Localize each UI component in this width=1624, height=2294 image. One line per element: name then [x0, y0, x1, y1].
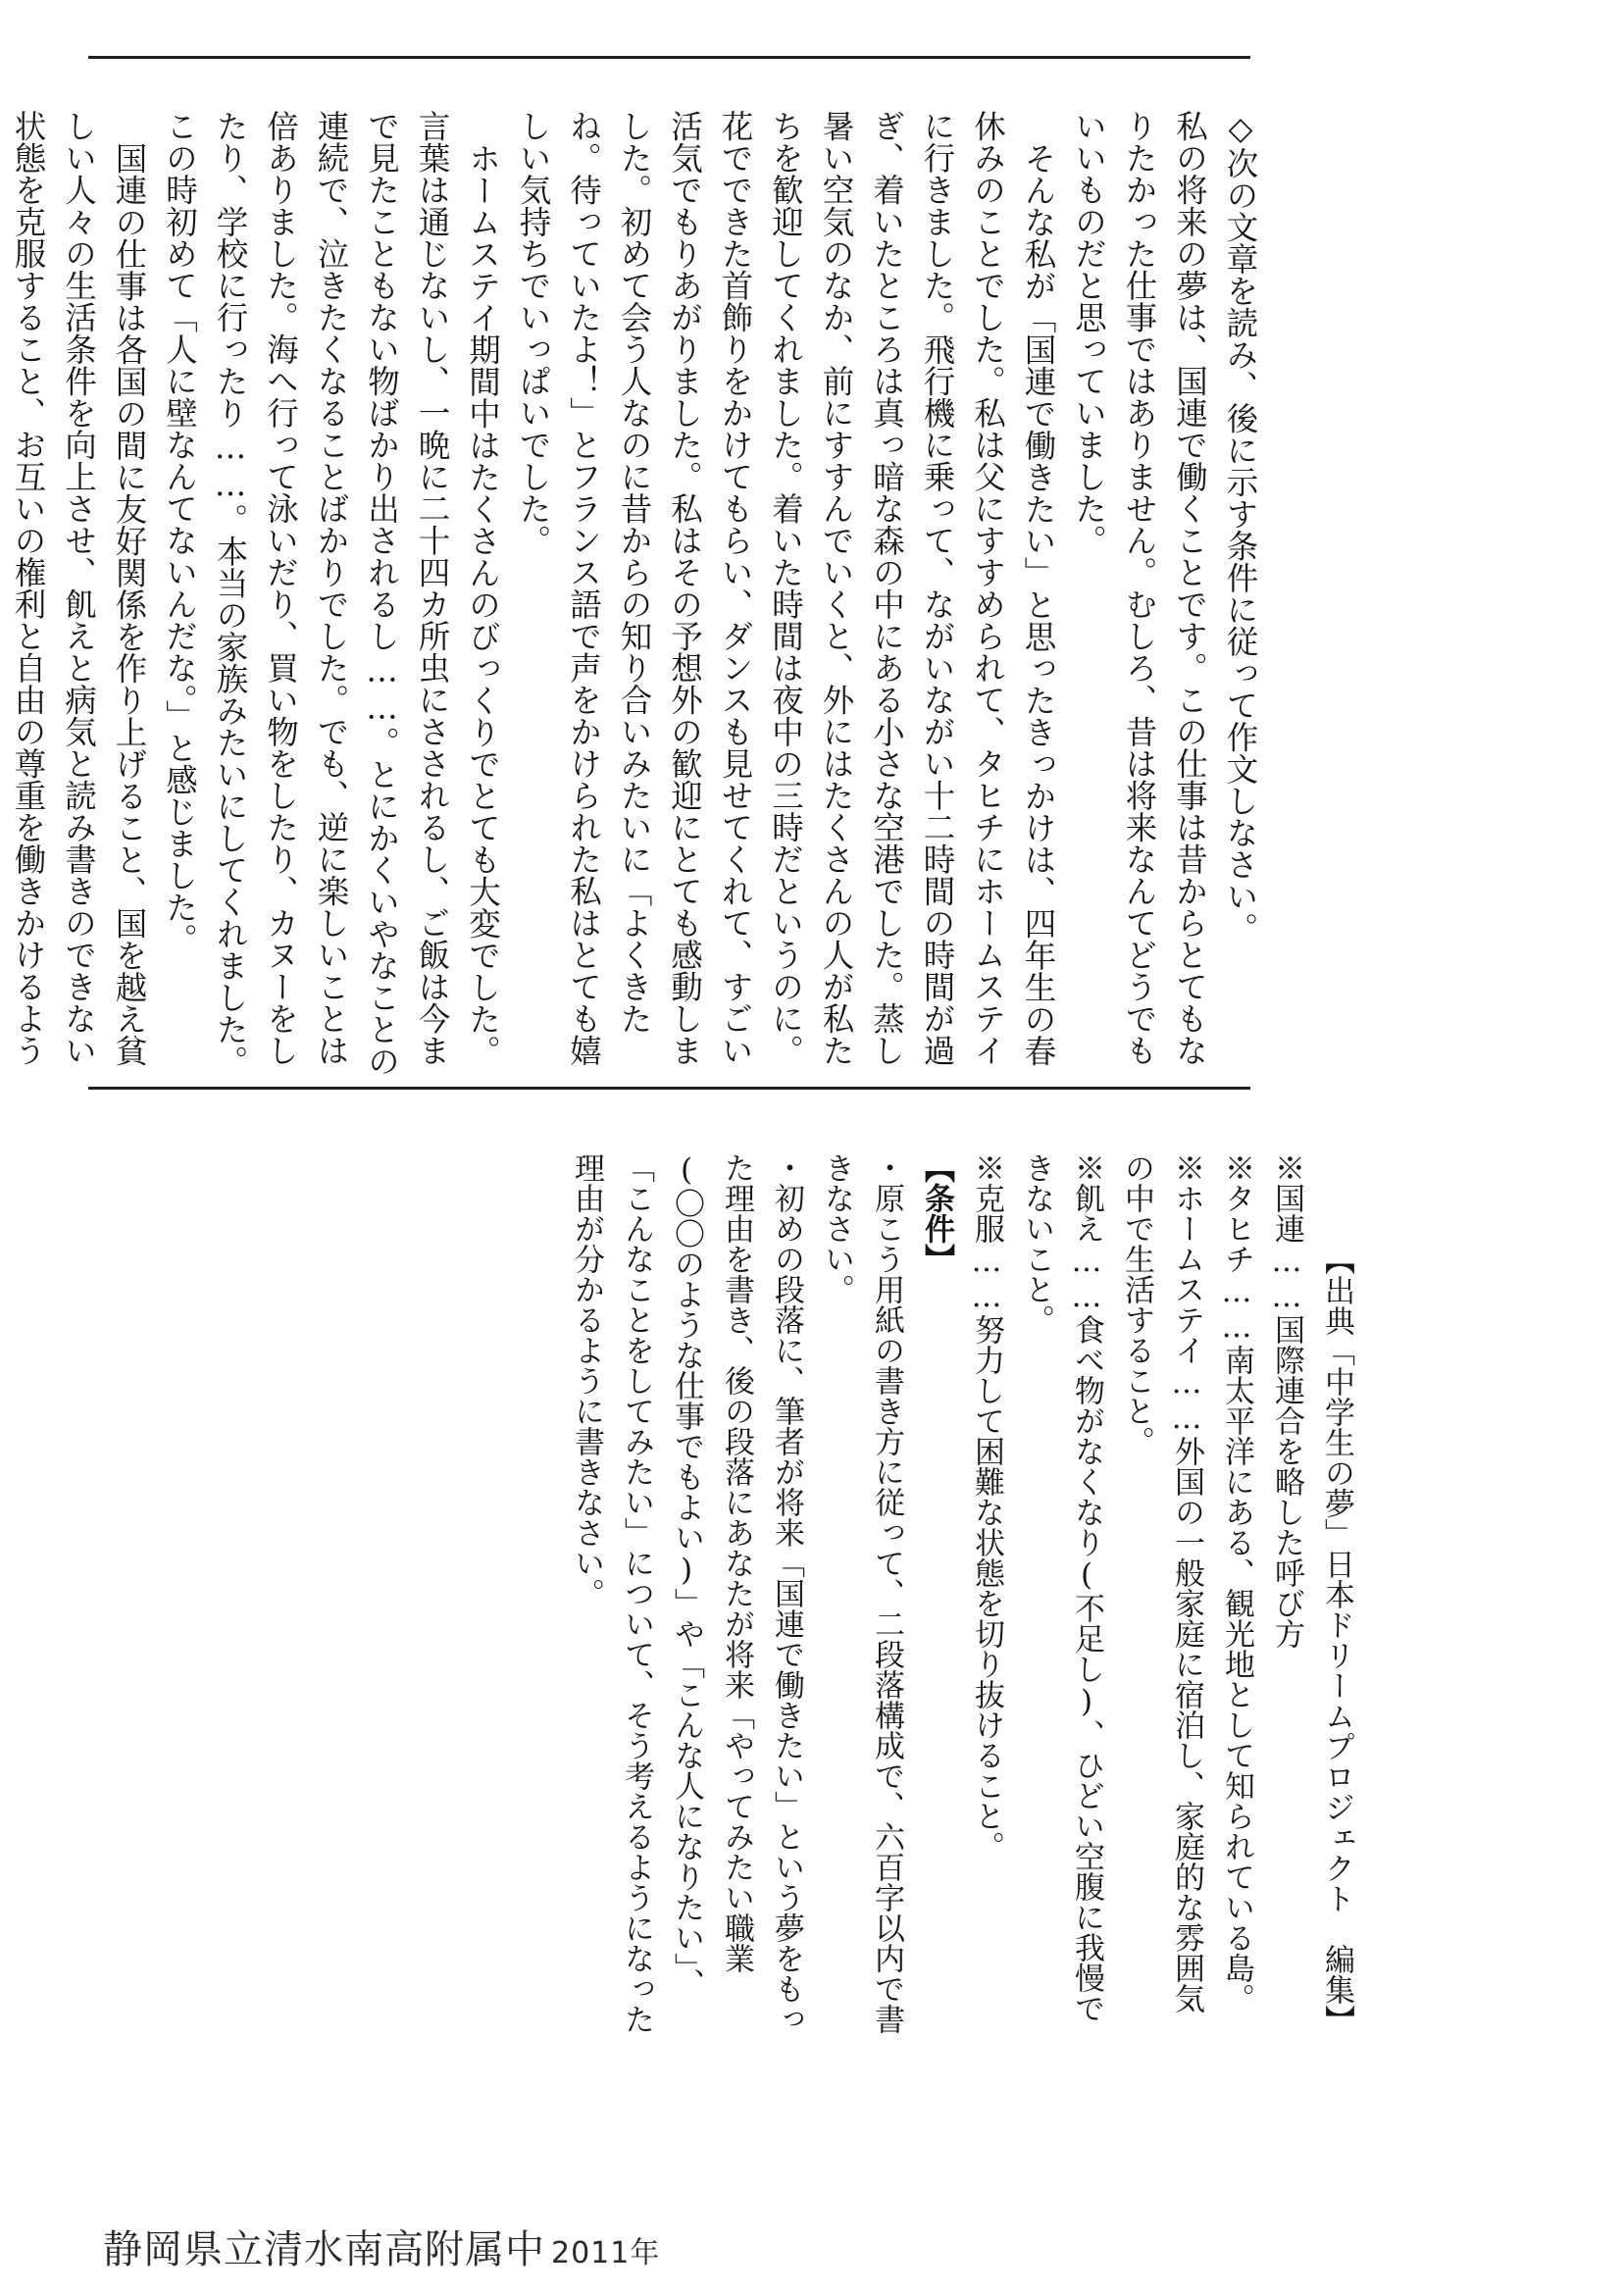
top-rule — [88, 56, 1250, 59]
source-citation: 【出典「中学生の夢」日本ドリームプロジェクト 編集】 — [1319, 1245, 1354, 2035]
note-item: ※国連……国際連合を略した呼び方 — [1269, 1152, 1304, 1649]
question-instruction — [1215, 110, 1266, 1091]
passage-paragraph-2: そんな私が「国連で働きたい」と思ったきっかけは、四年生の春休みのことでした。私は父にすすめられて、タヒチにホームステイに行きました。飛行機に乗って、ながいながい十二時間の時間が過ぎ、着いたところは真っ暗な森の中にある小さな空港でした。蒸し暑い空気のなか、前にすすんでいくと、外にはたくさんの人が私たちを歓迎してくれました。着いた時間は夜中の三時だというのに。花でできた首飾りをかけてもらい、ダンスも見せてくれて、すごい活気でもりあがりました。私はその予想外の歓迎にとても感動しました。初めて会う人なのに昔からの知り合いみたいに「よくきたね。待っていたよ！」とフランス語で声をかけられた私はとても嬉しい気持ちでいっぱいでした。 — [515, 110, 1057, 1066]
instruction-text: 次の文章を読み、後に示す条件に従って作文しなさい。 — [1222, 147, 1259, 944]
note-item: ※飢え……食べ物がなくなり(不足し)、ひどい空腹に我慢できないこと。 — [1019, 1152, 1104, 2023]
passage-paragraph-3: ホームステイ期間中はたくさんのびっくりでとても大変でした。言葉は通じないし、一晩に二十四カ所虫にさされるし、ご飯は今まで見たこともない物ばかり出されるし……。とにかくいやなことの連続で、泣きたくなることばかりでした。でも、逆に楽しいことは倍ありました。海へ行って泳いだり、買い物をしたり、カヌーをしたり、学校に行ったり……。本当の家族みたいにしてくれました。この時初めて「人に壁なんてないんだな。」と感じました。 — [161, 110, 502, 1077]
conditions-heading: 【条件】 — [919, 1152, 954, 1274]
exam-year: 2011年 — [551, 2236, 661, 2270]
note-item: ※ホームステイ……外国の一般家庭に宿泊し、家庭的な雰囲気の中で生活すること。 — [1119, 1152, 1204, 2014]
school-name: 静岡県立清水南高附属中 — [103, 2227, 545, 2272]
handwritten-school-label — [103, 2218, 660, 2274]
condition-item: ・初めの段落に、筆者が将来「国連で働きたい」という夢をもった理由を書き、後の段落にあなたが将来「やってみたい職業(〇〇のような仕事でもよい)」や「こんな人になりたい」、「こんなことをしてみたい」について、そう考えるようになった理由が分かるように書きなさい。 — [569, 1152, 804, 2034]
note-item: ※克服……努力して困難な状態を切り抜けること。 — [969, 1152, 1004, 1861]
diamond-icon: ◇ — [1222, 110, 1259, 147]
condition-item: ・原こう用紙の書き方に従って、二段落構成で、六百字以内で書きなさい。 — [819, 1152, 904, 2034]
question-block — [0, 110, 1265, 1091]
passage-paragraph-1: 私の将来の夢は、国連で働くことです。この仕事は昔からとてもなりたかった仕事ではありません。むしろ、昔は将来なんてどうでもいいものだと思っていました。 — [1070, 110, 1209, 1066]
notes-and-conditions-block — [561, 1152, 1361, 2035]
passage-paragraph-4: 国連の仕事は各国の間に友好関係を作り上げること、国を越え貧しい人々の生活条件を向上させ、飢えと病気と読み書きのできない状態を克服すること、お互いの権利と自由の尊重を働きかけるよう — [10, 110, 148, 1066]
note-item: ※タヒチ……南太平洋にある、観光地として知られている島。 — [1219, 1152, 1254, 2014]
